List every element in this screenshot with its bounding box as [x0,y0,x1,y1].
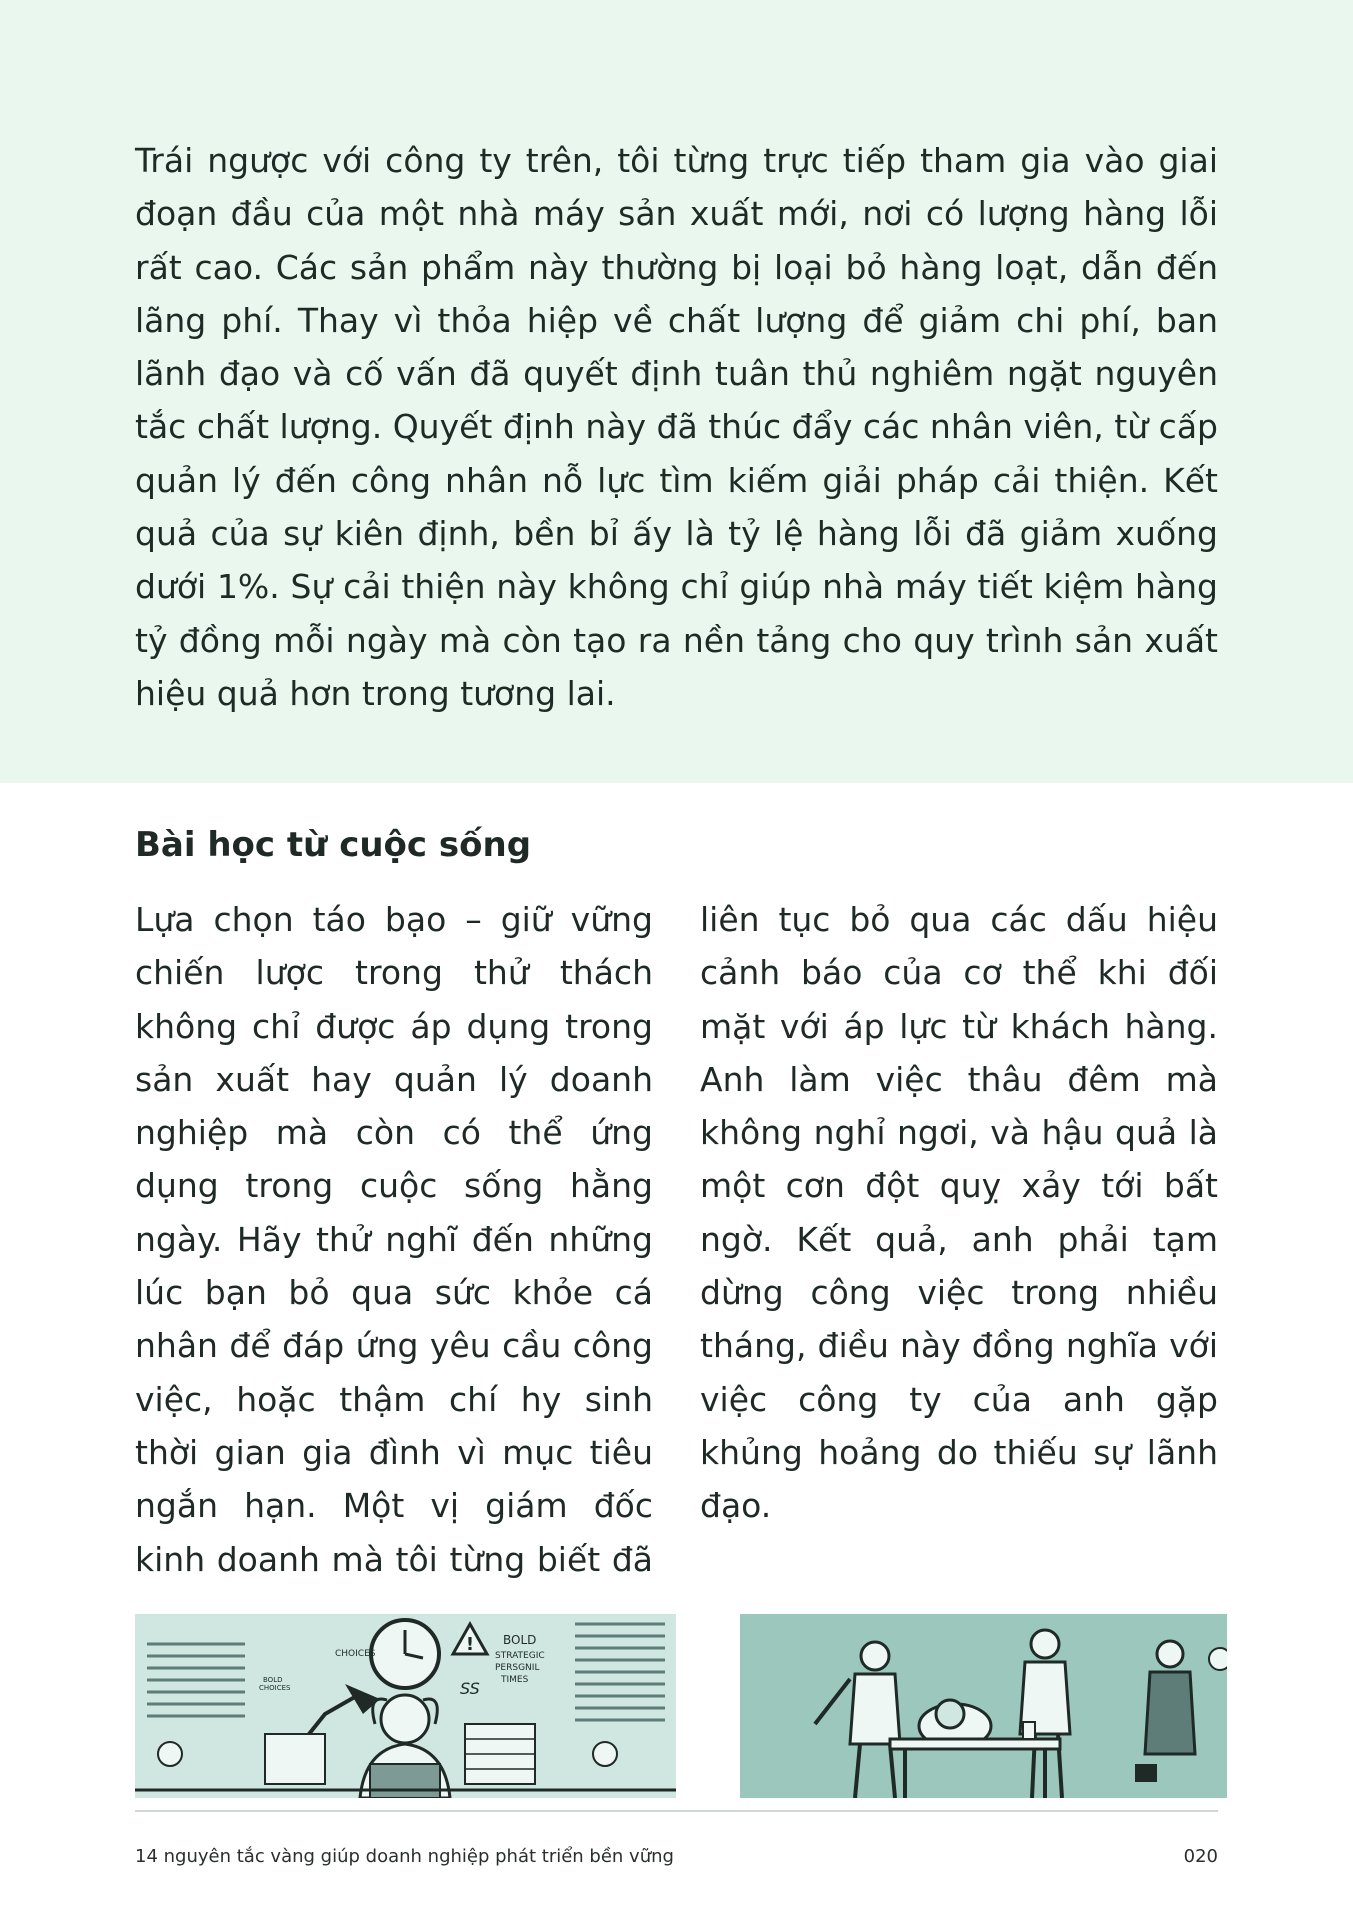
sign-choices: CHOICES [335,1649,376,1659]
illustration-stressed-worker [135,1614,676,1798]
svg-text:!: ! [465,1634,475,1655]
stressed-worker-drawing [135,1614,676,1798]
page-number: 020 [1183,1846,1218,1867]
sign-bold-choices-line-1: BOLD [263,1676,283,1684]
sign-bold-choices-line-2: CHOICES [259,1684,291,1692]
svg-text:SS: SS [460,1679,480,1698]
collapsed-worker-drawing [740,1614,1227,1798]
footer-book-title: 14 nguyên tắc vàng giúp doanh nghiệp phát triển bền vững [135,1846,674,1867]
sign-strategic: STRATEGIC [495,1651,545,1661]
footer-divider [135,1810,1218,1812]
illustration-collapsed-worker [740,1614,1227,1798]
sign-bold: BOLD [503,1633,537,1647]
section-body-text: Lựa chọn táo bạo – giữ vững chiến lược trong thử thách không chỉ được áp dụng trong sản xuất hay quản lý doanh nghiệp mà còn có thể ứng dụng trong cuộc sống hằng ngày. Hãy thử nghĩ đến những lúc bạn bỏ qua sức khỏe cá nhân để đáp ứng yêu cầu công việc, hoặc thậm chí hy sinh thời gian gia đình vì mục tiêu ngắn hạn. Một vị giám đốc kinh doanh mà tôi từng biết đã liên tục bỏ qua các dấu hiệu cảnh báo của cơ thể khi đối mặt với áp lực từ khách hàng. Anh làm việc thâu đêm mà không nghỉ ngơi, và hậu quả là một cơn đột quỵ xảy tới bất ngờ. Kết quả, anh phải tạm dừng công việc trong nhiều tháng, điều này đồng nghĩa với việc công ty của anh gặp khủng hoảng do thiếu sự lãnh đạo. [135,900,1218,1579]
sign-personal: PERSGNIL [495,1663,540,1673]
section-heading: Bài học từ cuộc sống [135,825,532,865]
intro-paragraph: Trái ngược với công ty trên, tôi từng trực tiếp tham gia vào giai đoạn đầu của một nhà máy sản xuất mới, nơi có lượng hàng lỗi rất cao. Các sản phẩm này thường bị loại bỏ hàng loạt, dẫn đến lãng phí. Thay vì thỏa hiệp về chất lượng để giảm chi phí, ban lãnh đạo và cố vấn đã quyết định tuân thủ nghiêm ngặt nguyên tắc chất lượng. Quyết định này đã thúc đẩy các nhân viên, từ cấp quản lý đến công nhân nỗ lực tìm kiếm giải pháp cải thiện. Kết quả của sự kiên định, bền bỉ ấy là tỷ lệ hàng lỗi đã giảm xuống dưới 1%. Sự cải thiện này không chỉ giúp nhà máy tiết kiệm hàng tỷ đồng mỗi ngày mà còn tạo ra nền tảng cho quy trình sản xuất hiệu quả hơn trong tương lai. [135,141,1218,713]
sign-times: TIMES [501,1675,529,1685]
